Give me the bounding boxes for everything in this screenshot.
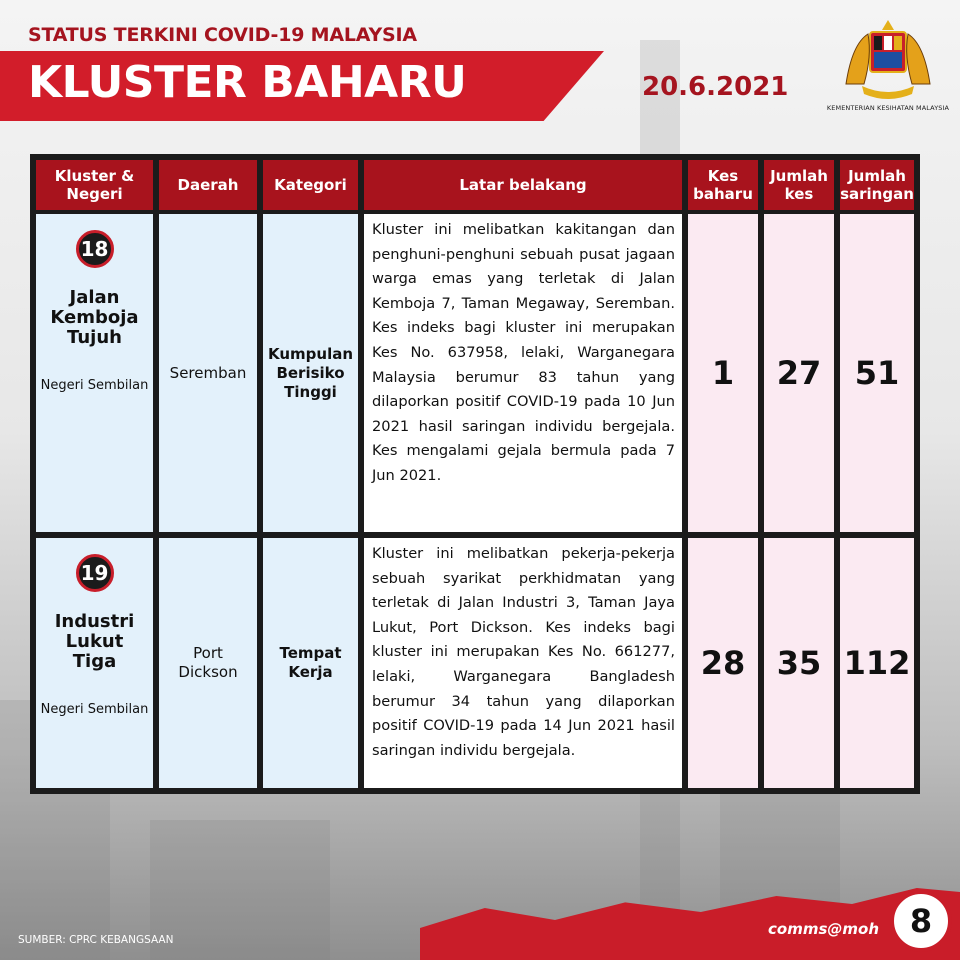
cluster-number-badge: 18 <box>76 230 114 268</box>
header-new-cases: Kes baharu <box>688 160 758 210</box>
district-cell: Port Dickson <box>159 538 257 788</box>
footer-wave <box>420 880 960 960</box>
header-category: Kategori <box>263 160 358 210</box>
total-cases-cell: 35 <box>764 538 834 788</box>
cluster-name: Industri Lukut Tiga <box>54 611 135 672</box>
cluster-number-badge: 19 <box>76 554 114 592</box>
page-number: 8 <box>890 890 952 952</box>
page-subtitle: STATUS TERKINI COVID-19 MALAYSIA <box>28 24 417 46</box>
header-total-cases: Jumlah kes <box>764 160 834 210</box>
cluster-state: Negeri Sembilan <box>40 378 149 393</box>
background-cell <box>364 538 682 788</box>
source-note: SUMBER: CPRC KEBANGSAAN <box>18 934 174 946</box>
total-screening-cell: 51 <box>840 214 914 532</box>
social-handle: comms@moh <box>768 920 879 938</box>
table-row-cluster <box>36 538 153 788</box>
background-cell <box>364 214 682 532</box>
header-total-screening: Jumlah saringan <box>840 160 914 210</box>
total-screening-cell: 112 <box>840 538 914 788</box>
background-building <box>150 820 330 960</box>
total-cases-cell: 27 <box>764 214 834 532</box>
category-cell: Kumpulan Berisiko Tinggi <box>263 214 358 532</box>
cluster-state: Negeri Sembilan <box>40 702 149 717</box>
header-cluster: Kluster & Negeri <box>36 160 153 210</box>
header-district: Daerah <box>159 160 257 210</box>
page-title: KLUSTER BAHARU <box>28 57 467 108</box>
ministry-name: KEMENTERIAN KESIHATAN MALAYSIA <box>826 104 950 112</box>
table-row-cluster <box>36 214 153 532</box>
category-cell: Tempat Kerja <box>263 538 358 788</box>
header-background: Latar belakang <box>364 160 682 210</box>
new-cases-cell: 1 <box>688 214 758 532</box>
cluster-name: Jalan Kemboja Tujuh <box>50 287 139 348</box>
coat-of-arms-logo <box>836 14 940 104</box>
new-cases-cell: 28 <box>688 538 758 788</box>
cluster-table <box>30 154 920 794</box>
report-date: 20.6.2021 <box>642 72 789 102</box>
background-text: Kluster ini melibatkan kakitangan dan penghuni-penghuni sebuah pusat jagaan warga emas yang terletak di Jalan Kemboja 7, Taman Megaway, Seremban. Kes indeks bagi kluster ini merupakan Kes No. 637958, lelaki, Warganegara Malaysia berumur 83 tahun yang dilaporkan positif COVID-19 pada 10 Jun 2021 hasil saringan individu bergejala. Kes mengalami gejala bermula pada 7 Jun 2021. <box>372 221 675 484</box>
background-text: Kluster ini melibatkan pekerja-pekerja sebuah syarikat perkhidmatan yang terletak di Jalan Industri 3, Taman Jaya Lukut, Port Dickson. Kes indeks bagi kluster ini merupakan Kes No. 661277, lelaki, Warganegara Bangladesh berumur 34 tahun yang dilaporkan positif COVID-19 pada 14 Jun 2021 hasil saringan individu bergejala. <box>372 545 675 759</box>
district-cell: Seremban <box>159 214 257 532</box>
